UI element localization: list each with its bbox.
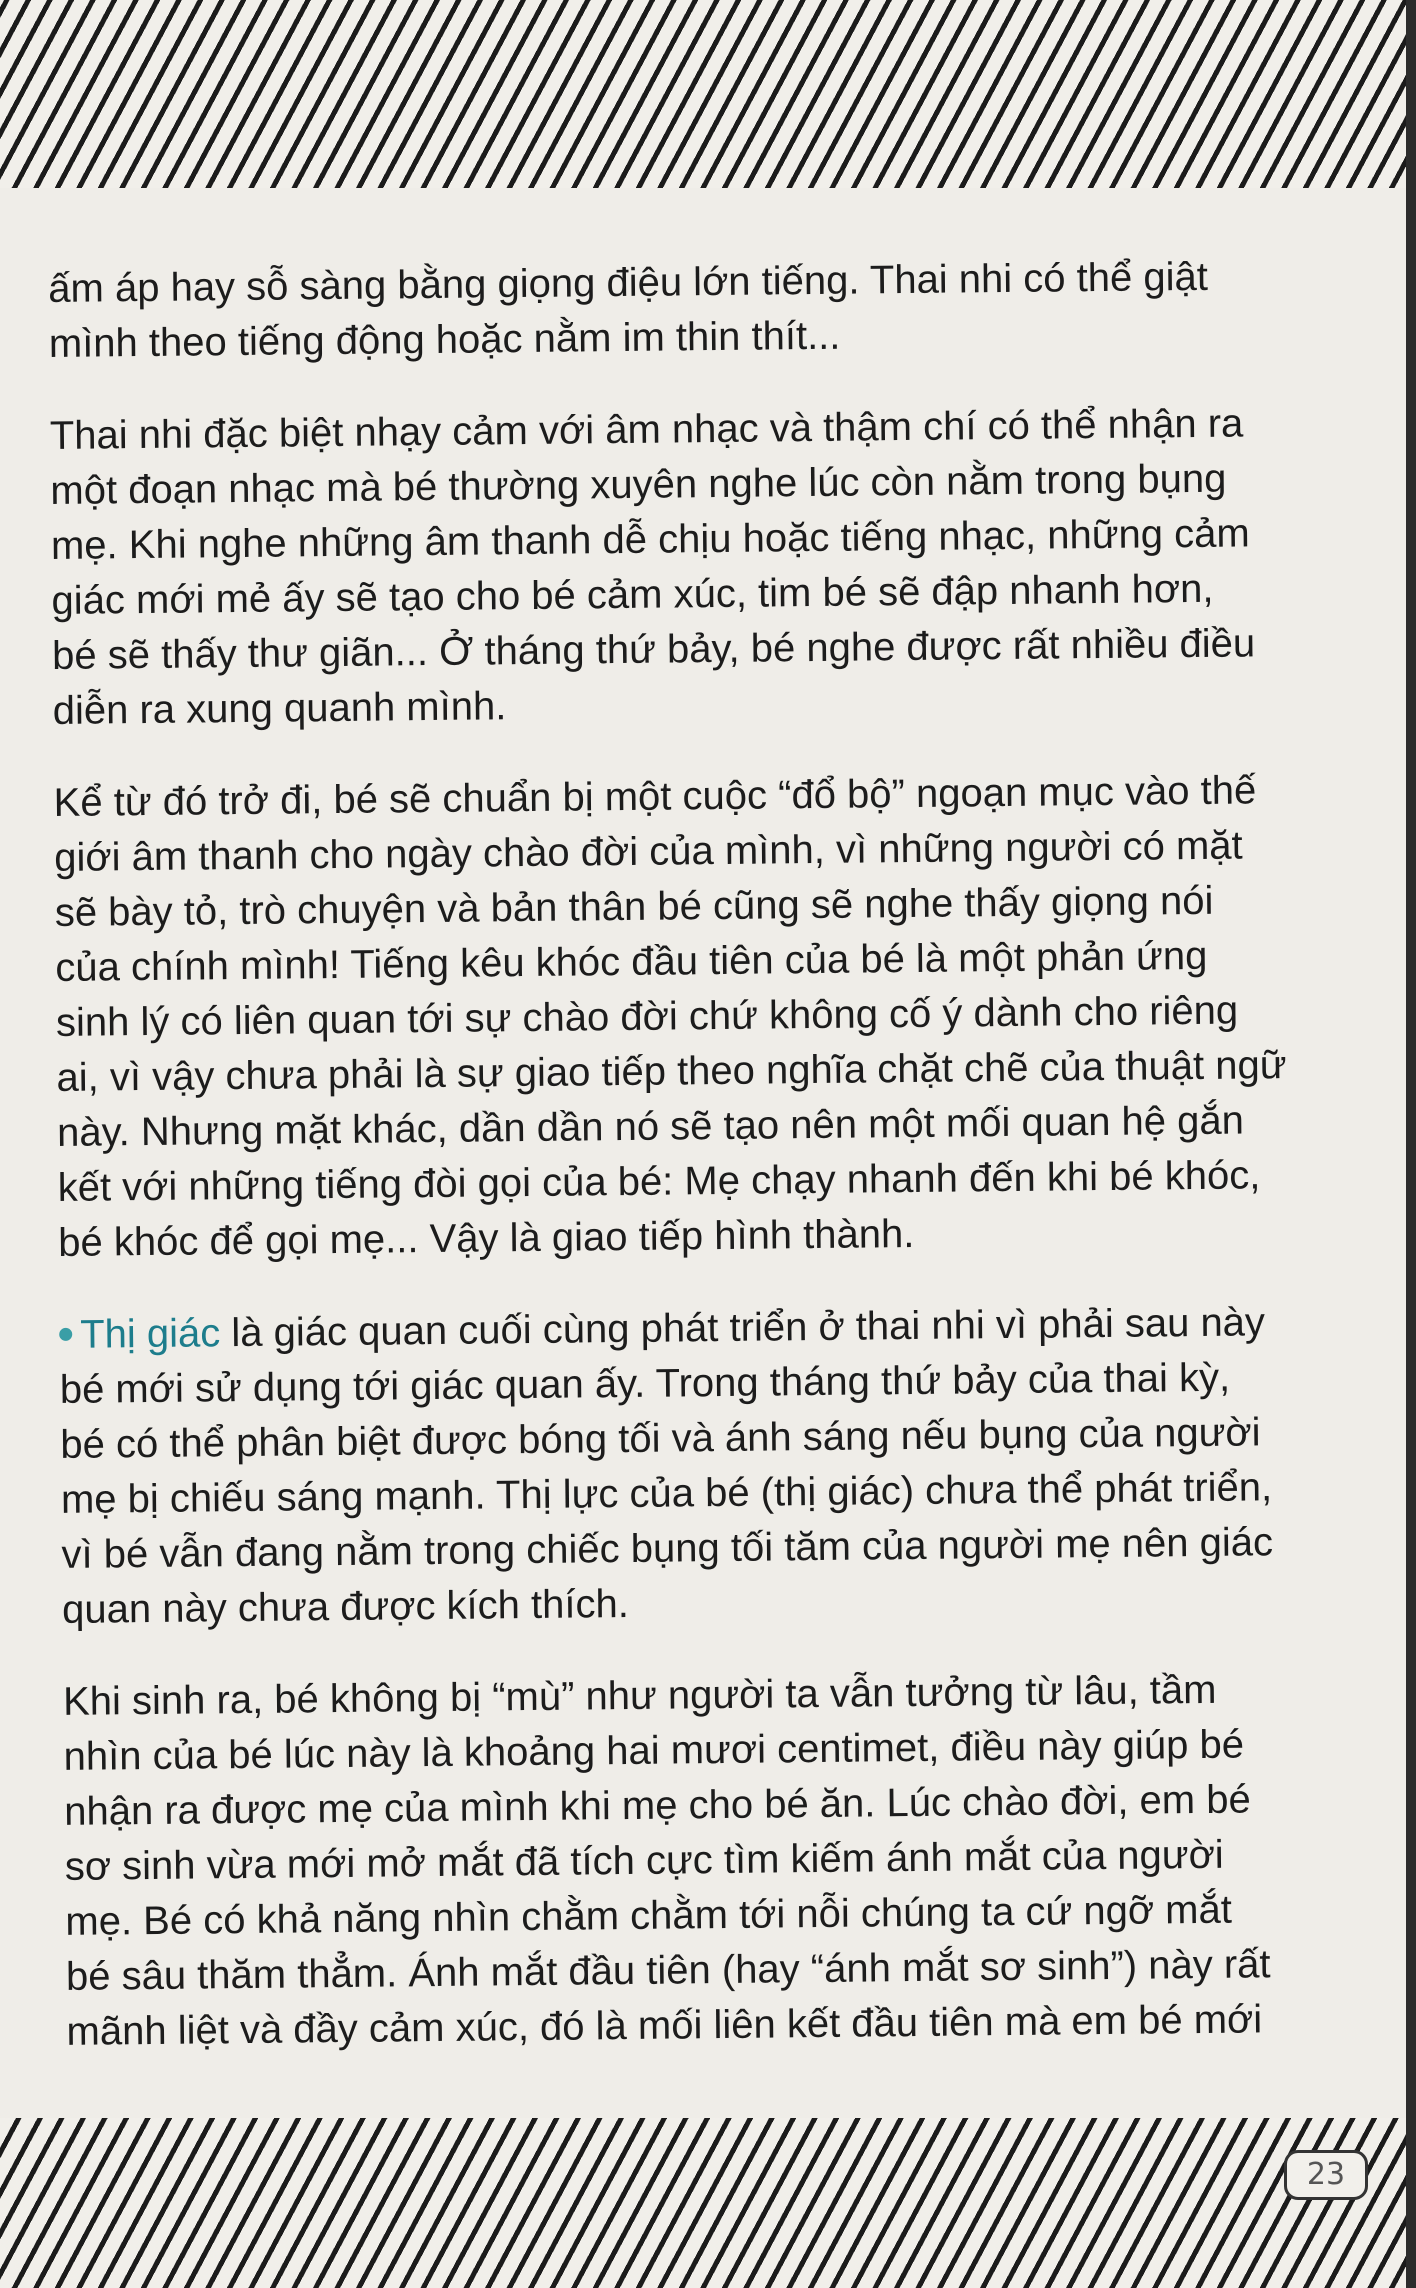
paragraph (63, 1662, 1329, 2060)
page-edge (1406, 0, 1416, 2288)
text-line: giác mới mẻ ấy sẽ tạo cho bé cảm xúc, tim bé sẽ đập nhanh hơn, (51, 566, 1214, 623)
top-stripe-border (0, 0, 1416, 188)
text-line: nhận ra được mẹ của mình khi mẹ cho bé ăn. Lúc chào đời, em bé (64, 1777, 1251, 1834)
page-body (48, 249, 1329, 2097)
page-number: 23 (1284, 2150, 1368, 2200)
text-line: mình theo tiếng động hoặc nằm im thin thít... (48, 313, 841, 366)
text-line: ai, vì vậy chưa phải là sự giao tiếp theo nghĩa chặt chẽ của thuật ngữ (56, 1043, 1287, 1100)
text-line: của chính mình! Tiếng kêu khóc đầu tiên của bé là một phản ứng (55, 933, 1208, 990)
text-line: bé có thể phân biệt được bóng tối và ánh sáng nếu bụng của người (60, 1410, 1261, 1467)
text-line: mẹ. Khi nghe những âm thanh dễ chịu hoặc tiếng nhạc, những cảm (50, 511, 1250, 568)
text-line: sinh lý có liên quan tới sự chào đời chứ không cố ý dành cho riêng (55, 988, 1239, 1045)
bullet-paragraph (59, 1295, 1324, 1638)
text-line: giới âm thanh cho ngày chào đời của mình, vì những người có mặt (54, 823, 1243, 880)
text-line: vì bé vẫn đang nằm trong chiếc bụng tối tăm của người mẹ nên giác (61, 1520, 1274, 1577)
text-line: bé khóc để gọi mẹ... Vậy là giao tiếp hình thành. (58, 1211, 915, 1265)
text-line: ấm áp hay sỗ sàng bằng giọng điệu lớn tiếng. Thai nhi có thể giật (48, 254, 1209, 311)
text-line: này. Nhưng mặt khác, dần dần nó sẽ tạo nên một mối quan hệ gắn (56, 1098, 1245, 1155)
text-line: diễn ra xung quanh mình. (52, 684, 507, 733)
text-line: một đoạn nhạc mà bé thường xuyên nghe lúc còn nằm trong bụng (50, 456, 1227, 513)
text-line: bé mới sử dụng tới giác quan ấy. Trong tháng thứ bảy của thai kỳ, (59, 1355, 1231, 1412)
highlight-term: Thị giác (80, 1311, 221, 1357)
text-line: sẽ bày tỏ, trò chuyện và bản thân bé cũng sẽ nghe thấy giọng nói (54, 878, 1214, 935)
text-line: kết với những tiếng đòi gọi của bé: Mẹ chạy nhanh đến khi bé khóc, (57, 1153, 1261, 1210)
paragraph (50, 396, 1315, 739)
text-line: mẹ. Bé có khả năng nhìn chằm chằm tới nỗi chúng ta cứ ngỡ mắt (65, 1887, 1233, 1944)
text-fragment: là giác quan cuối cùng phát triển ở thai nhi vì phải sau này (220, 1300, 1266, 1356)
text-line: nhìn của bé lúc này là khoảng hai mươi centimet, điều này giúp bé (63, 1722, 1245, 1779)
text-line: sơ sinh vừa mới mở mắt đã tích cực tìm kiếm ánh mắt của người (64, 1832, 1224, 1889)
text-line: quan này chưa được kích thích. (61, 1581, 630, 1632)
bottom-stripe-border (0, 2118, 1416, 2288)
text-line: Thai nhi đặc biệt nhạy cảm với âm nhạc và thậm chí có thể nhận ra (49, 401, 1244, 458)
text-line: Kể từ đó trở đi, bé sẽ chuẩn bị một cuộc “đổ bộ” ngoạn mục vào thế (53, 768, 1257, 825)
text-line: bé sẽ thấy thư giãn... Ở tháng thứ bảy, bé nghe được rất nhiều điều (51, 621, 1256, 678)
text-line: Khi sinh ra, bé không bị “mù” như người ta vẫn tưởng từ lâu, tầm (62, 1667, 1217, 1724)
paragraph (53, 763, 1320, 1271)
text-line: bé sâu thăm thẳm. Ánh mắt đầu tiên (hay “ánh mắt sơ sinh”) này rất (65, 1942, 1271, 1999)
paragraph (48, 249, 1311, 372)
bullet-dot-icon (59, 1328, 72, 1341)
text-line: mãnh liệt và đầy cảm xúc, đó là mối liên kết đầu tiên mà em bé mới (66, 1997, 1263, 2054)
text-line: mẹ bị chiếu sáng mạnh. Thị lực của bé (thị giác) chưa thể phát triển, (60, 1465, 1273, 1522)
